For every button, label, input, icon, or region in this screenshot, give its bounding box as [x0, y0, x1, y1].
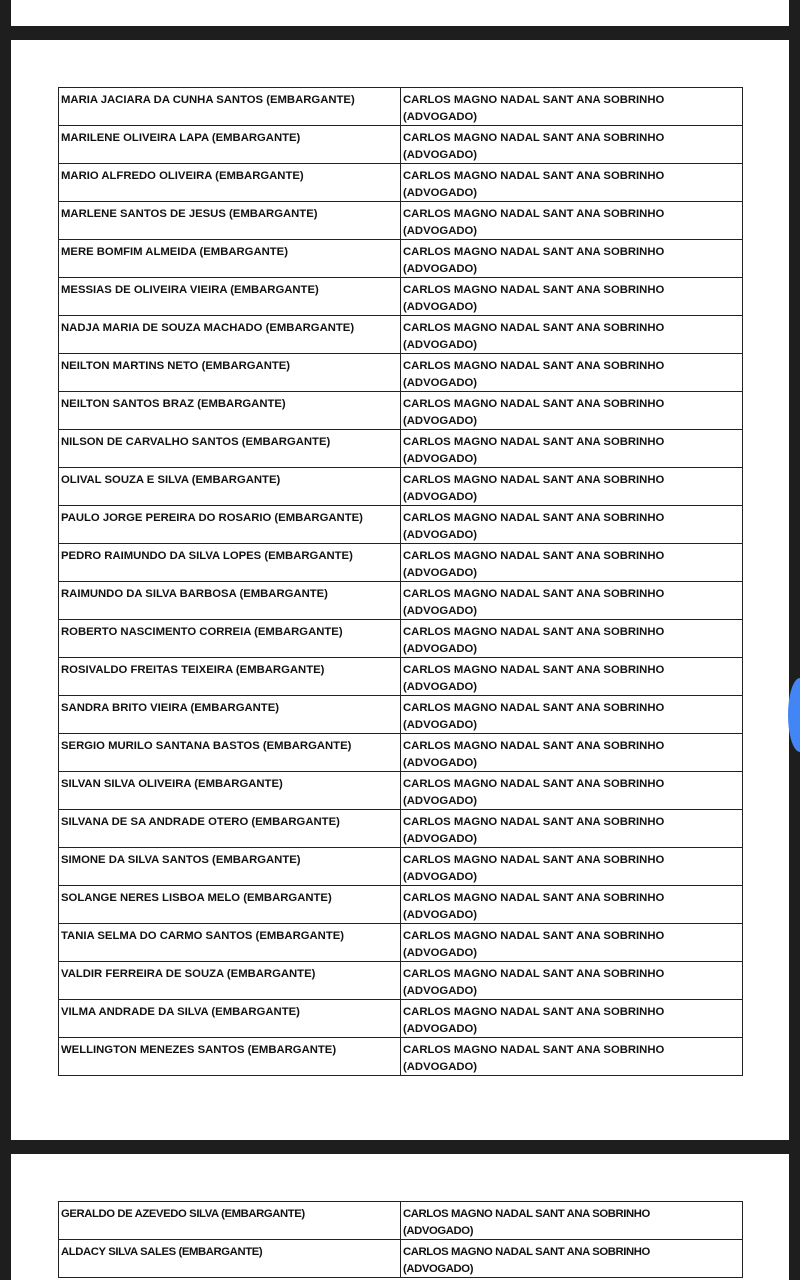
table-row: [59, 316, 743, 354]
party-name-cell: MARIO ALFREDO OLIVEIRA (EMBARGANTE): [59, 164, 401, 202]
lawyer-cell: [401, 316, 743, 354]
lawyer-name: CARLOS MAGNO NADAL SANT ANA SOBRINHO: [403, 474, 665, 486]
lawyer-role: (ADVOGADO): [403, 1023, 478, 1035]
party-name-cell: ROSIVALDO FREITAS TEIXEIRA (EMBARGANTE): [59, 658, 401, 696]
lawyer-cell: [401, 1202, 743, 1240]
lawyer-cell: [401, 1038, 743, 1076]
next-page: [11, 1154, 789, 1280]
lawyer-name: CARLOS MAGNO NADAL SANT ANA SOBRINHO: [403, 930, 665, 942]
lawyer-cell: [401, 582, 743, 620]
table-row: [59, 1000, 743, 1038]
table-row: [59, 1240, 743, 1278]
table-row: [59, 392, 743, 430]
lawyer-role: (ADVOGADO): [403, 643, 478, 655]
table-row: [59, 772, 743, 810]
lawyer-name: CARLOS MAGNO NADAL SANT ANA SOBRINHO: [403, 360, 665, 372]
lawyer-role: (ADVOGADO): [403, 871, 478, 883]
party-name-cell: OLIVAL SOUZA E SILVA (EMBARGANTE): [59, 468, 401, 506]
party-name-cell: NEILTON MARTINS NETO (EMBARGANTE): [59, 354, 401, 392]
lawyer-role: (ADVOGADO): [403, 909, 478, 921]
lawyer-name: CARLOS MAGNO NADAL SANT ANA SOBRINHO: [403, 702, 665, 714]
lawyer-name: CARLOS MAGNO NADAL SANT ANA SOBRINHO: [403, 550, 665, 562]
party-name-cell: MARILENE OLIVEIRA LAPA (EMBARGANTE): [59, 126, 401, 164]
parties-table-continued: [58, 1201, 743, 1278]
table-row: [59, 734, 743, 772]
table-row: [59, 962, 743, 1000]
lawyer-name: CARLOS MAGNO NADAL SANT ANA SOBRINHO: [403, 1246, 650, 1258]
lawyer-cell: [401, 1000, 743, 1038]
party-name-cell: VALDIR FERREIRA DE SOUZA (EMBARGANTE): [59, 962, 401, 1000]
lawyer-role: (ADVOGADO): [403, 1263, 474, 1275]
lawyer-cell: [401, 696, 743, 734]
lawyer-name: CARLOS MAGNO NADAL SANT ANA SOBRINHO: [403, 854, 665, 866]
lawyer-name: CARLOS MAGNO NADAL SANT ANA SOBRINHO: [403, 512, 665, 524]
table-row: [59, 1202, 743, 1240]
table-row: [59, 658, 743, 696]
party-name-cell: TANIA SELMA DO CARMO SANTOS (EMBARGANTE): [59, 924, 401, 962]
lawyer-name: CARLOS MAGNO NADAL SANT ANA SOBRINHO: [403, 284, 665, 296]
lawyer-role: (ADVOGADO): [403, 301, 478, 313]
lawyer-cell: [401, 544, 743, 582]
lawyer-cell: [401, 392, 743, 430]
lawyer-role: (ADVOGADO): [403, 529, 478, 541]
lawyer-cell: [401, 810, 743, 848]
lawyer-role: (ADVOGADO): [403, 111, 478, 123]
lawyer-name: CARLOS MAGNO NADAL SANT ANA SOBRINHO: [403, 778, 665, 790]
table-row: [59, 354, 743, 392]
lawyer-cell: [401, 962, 743, 1000]
lawyer-name: CARLOS MAGNO NADAL SANT ANA SOBRINHO: [403, 322, 665, 334]
lawyer-role: (ADVOGADO): [403, 415, 478, 427]
lawyer-role: (ADVOGADO): [403, 605, 478, 617]
previous-page: [11, 0, 789, 26]
table-row: [59, 848, 743, 886]
lawyer-cell: [401, 848, 743, 886]
party-name-cell: PAULO JORGE PEREIRA DO ROSARIO (EMBARGANTE): [59, 506, 401, 544]
lawyer-cell: [401, 734, 743, 772]
table-row: [59, 468, 743, 506]
table-row: [59, 202, 743, 240]
lawyer-role: (ADVOGADO): [403, 1225, 474, 1237]
lawyer-role: (ADVOGADO): [403, 263, 478, 275]
lawyer-cell: [401, 1240, 743, 1278]
lawyer-cell: [401, 468, 743, 506]
lawyer-name: CARLOS MAGNO NADAL SANT ANA SOBRINHO: [403, 816, 665, 828]
party-name-cell: SOLANGE NERES LISBOA MELO (EMBARGANTE): [59, 886, 401, 924]
lawyer-role: (ADVOGADO): [403, 833, 478, 845]
table-row: [59, 430, 743, 468]
party-name-cell: SILVAN SILVA OLIVEIRA (EMBARGANTE): [59, 772, 401, 810]
document-page: [11, 40, 789, 1140]
lawyer-cell: [401, 430, 743, 468]
party-name-cell: PEDRO RAIMUNDO DA SILVA LOPES (EMBARGANTE): [59, 544, 401, 582]
table-row: [59, 924, 743, 962]
lawyer-name: CARLOS MAGNO NADAL SANT ANA SOBRINHO: [403, 208, 665, 220]
lawyer-role: (ADVOGADO): [403, 1061, 478, 1073]
lawyer-name: CARLOS MAGNO NADAL SANT ANA SOBRINHO: [403, 1006, 665, 1018]
lawyer-name: CARLOS MAGNO NADAL SANT ANA SOBRINHO: [403, 170, 665, 182]
lawyer-role: (ADVOGADO): [403, 225, 478, 237]
party-name-cell: WELLINGTON MENEZES SANTOS (EMBARGANTE): [59, 1038, 401, 1076]
party-name-cell: NADJA MARIA DE SOUZA MACHADO (EMBARGANTE): [59, 316, 401, 354]
table-row: [59, 810, 743, 848]
lawyer-cell: [401, 924, 743, 962]
lawyer-cell: [401, 620, 743, 658]
lawyer-cell: [401, 202, 743, 240]
lawyer-cell: [401, 772, 743, 810]
party-name-cell: VILMA ANDRADE DA SILVA (EMBARGANTE): [59, 1000, 401, 1038]
lawyer-name: CARLOS MAGNO NADAL SANT ANA SOBRINHO: [403, 588, 665, 600]
lawyer-name: CARLOS MAGNO NADAL SANT ANA SOBRINHO: [403, 246, 665, 258]
party-name-cell: GERALDO DE AZEVEDO SILVA (EMBARGANTE): [59, 1202, 401, 1240]
lawyer-cell: [401, 658, 743, 696]
table-row: [59, 544, 743, 582]
lawyer-name: CARLOS MAGNO NADAL SANT ANA SOBRINHO: [403, 398, 665, 410]
lawyer-role: (ADVOGADO): [403, 681, 478, 693]
lawyer-role: (ADVOGADO): [403, 985, 478, 997]
table-row: [59, 88, 743, 126]
lawyer-name: CARLOS MAGNO NADAL SANT ANA SOBRINHO: [403, 132, 665, 144]
lawyer-name: CARLOS MAGNO NADAL SANT ANA SOBRINHO: [403, 436, 665, 448]
party-name-cell: SERGIO MURILO SANTANA BASTOS (EMBARGANTE): [59, 734, 401, 772]
lawyer-cell: [401, 278, 743, 316]
lawyer-role: (ADVOGADO): [403, 491, 478, 503]
lawyer-cell: [401, 164, 743, 202]
scroll-handle[interactable]: [788, 678, 800, 752]
lawyer-role: (ADVOGADO): [403, 567, 478, 579]
lawyer-role: (ADVOGADO): [403, 187, 478, 199]
lawyer-name: CARLOS MAGNO NADAL SANT ANA SOBRINHO: [403, 1044, 665, 1056]
party-name-cell: ROBERTO NASCIMENTO CORREIA (EMBARGANTE): [59, 620, 401, 658]
party-name-cell: MERE BOMFIM ALMEIDA (EMBARGANTE): [59, 240, 401, 278]
lawyer-name: CARLOS MAGNO NADAL SANT ANA SOBRINHO: [403, 94, 665, 106]
party-name-cell: SIMONE DA SILVA SANTOS (EMBARGANTE): [59, 848, 401, 886]
lawyer-cell: [401, 88, 743, 126]
lawyer-role: (ADVOGADO): [403, 947, 478, 959]
lawyer-name: CARLOS MAGNO NADAL SANT ANA SOBRINHO: [403, 740, 665, 752]
lawyer-role: (ADVOGADO): [403, 719, 478, 731]
lawyer-cell: [401, 126, 743, 164]
party-name-cell: SANDRA BRITO VIEIRA (EMBARGANTE): [59, 696, 401, 734]
lawyer-name: CARLOS MAGNO NADAL SANT ANA SOBRINHO: [403, 892, 665, 904]
table-row: [59, 1038, 743, 1076]
party-name-cell: SILVANA DE SA ANDRADE OTERO (EMBARGANTE): [59, 810, 401, 848]
lawyer-role: (ADVOGADO): [403, 149, 478, 161]
table-row: [59, 620, 743, 658]
party-name-cell: NILSON DE CARVALHO SANTOS (EMBARGANTE): [59, 430, 401, 468]
lawyer-role: (ADVOGADO): [403, 453, 478, 465]
party-name-cell: MARLENE SANTOS DE JESUS (EMBARGANTE): [59, 202, 401, 240]
table-row: [59, 278, 743, 316]
table-row: [59, 506, 743, 544]
lawyer-name: CARLOS MAGNO NADAL SANT ANA SOBRINHO: [403, 626, 665, 638]
table-row: [59, 696, 743, 734]
table-row: [59, 240, 743, 278]
lawyer-cell: [401, 506, 743, 544]
lawyer-cell: [401, 886, 743, 924]
lawyer-role: (ADVOGADO): [403, 377, 478, 389]
party-name-cell: ALDACY SILVA SALES (EMBARGANTE): [59, 1240, 401, 1278]
lawyer-role: (ADVOGADO): [403, 339, 478, 351]
table-row: [59, 164, 743, 202]
table-row: [59, 582, 743, 620]
lawyer-name: CARLOS MAGNO NADAL SANT ANA SOBRINHO: [403, 664, 665, 676]
party-name-cell: RAIMUNDO DA SILVA BARBOSA (EMBARGANTE): [59, 582, 401, 620]
table-row: [59, 126, 743, 164]
party-name-cell: MARIA JACIARA DA CUNHA SANTOS (EMBARGANTE): [59, 88, 401, 126]
lawyer-name: CARLOS MAGNO NADAL SANT ANA SOBRINHO: [403, 1208, 650, 1220]
lawyer-role: (ADVOGADO): [403, 757, 478, 769]
lawyer-name: CARLOS MAGNO NADAL SANT ANA SOBRINHO: [403, 968, 665, 980]
table-row: [59, 886, 743, 924]
lawyer-cell: [401, 354, 743, 392]
lawyer-cell: [401, 240, 743, 278]
party-name-cell: NEILTON SANTOS BRAZ (EMBARGANTE): [59, 392, 401, 430]
parties-table: [58, 87, 743, 1076]
lawyer-role: (ADVOGADO): [403, 795, 478, 807]
party-name-cell: MESSIAS DE OLIVEIRA VIEIRA (EMBARGANTE): [59, 278, 401, 316]
